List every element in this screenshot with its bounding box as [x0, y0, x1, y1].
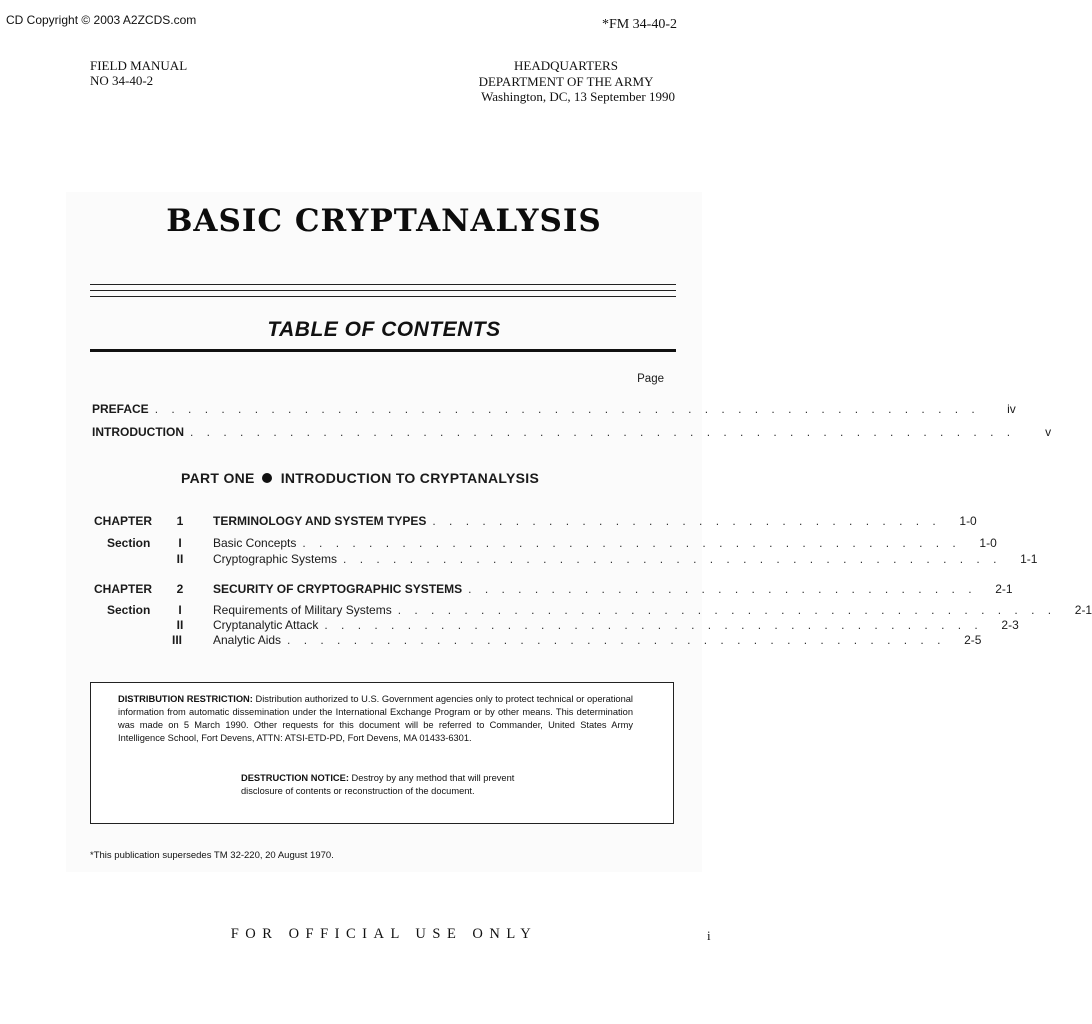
- toc-entry-section[interactable]: [213, 603, 1092, 617]
- toc-entry-page: 1-0: [979, 536, 997, 550]
- chapter-label: CHAPTER: [94, 582, 153, 596]
- section-number: II: [176, 618, 184, 632]
- leader-dots: . . . . . . . . . . . . . . . . . . . . . . . . . . . . . . . . . . . . . . . .: [397, 603, 1057, 617]
- headquarters-line: HEADQUARTERS: [514, 58, 618, 73]
- title-rule: [90, 284, 676, 285]
- field-manual-line: FIELD MANUAL: [90, 58, 188, 73]
- restriction-notice-box: [90, 682, 674, 824]
- section-title: Cryptographic Systems: [213, 552, 338, 566]
- location-date-line: Washington, DC, 13 September 1990: [481, 89, 675, 104]
- part-heading: [181, 470, 539, 486]
- handling-marking: FOR OFFICIAL USE ONLY: [230, 926, 538, 942]
- copyright-notice: CD Copyright © 2003 A2ZCDS.com: [6, 13, 197, 27]
- toc-entry-section[interactable]: [213, 536, 997, 550]
- leader-dots: . . . . . . . . . . . . . . . . . . . . . . . . . . . . . . . . . . . . . . . .: [302, 536, 961, 550]
- bullet-icon: [262, 473, 272, 483]
- destruction-text: Destroy by any method that will prevent disclosure of contents or reconstruction of the document.: [241, 773, 515, 796]
- leader-dots: . . . . . . . . . . . . . . . . . . . . . . . . . . . . . . .: [432, 514, 941, 528]
- field-manual-number: NO 34-40-2: [90, 73, 154, 88]
- manual-code: *FM 34-40-2: [601, 17, 677, 32]
- distribution-text: Distribution authorized to U.S. Government agencies only to protect technical or operational information from automatic dissemination under the International Exchange Program or by other means. This determination was made on 5 March 1990. Other requests for this document will be referred to Commander, United States Army Intelligence School, Fort Devens, ATTN: ATSI-ETD-PD, Fort Devens, MA 01433-6301.: [118, 694, 633, 743]
- field-manual-designation: [90, 58, 187, 88]
- destruction-label: DESTRUCTION NOTICE:: [241, 773, 349, 783]
- leader-dots: . . . . . . . . . . . . . . . . . . . . . . . . . . . . . . . . . . . . . . . . . . . . . . . . . .: [154, 402, 980, 416]
- section-label: Section: [107, 603, 151, 617]
- section-title: Cryptanalytic Attack: [213, 618, 319, 632]
- section-number: II: [176, 552, 184, 566]
- toc-entry-label: PREFACE: [92, 402, 149, 416]
- part-label: PART ONE: [181, 470, 255, 486]
- part-title: INTRODUCTION TO CRYPTANALYSIS: [280, 470, 540, 486]
- toc-entry-section[interactable]: [213, 633, 982, 647]
- distribution-label: DISTRIBUTION RESTRICTION:: [118, 694, 253, 704]
- leader-dots: . . . . . . . . . . . . . . . . . . . . . . . . . . . . . . . . . . . . . . . . . . . . . . . . . .: [190, 425, 1016, 439]
- leader-dots: . . . . . . . . . . . . . . . . . . . . . . . . . . . . . . . . . . . . . . . .: [324, 618, 983, 632]
- toc-entry-preface[interactable]: [92, 402, 1016, 416]
- toc-entry-chapter-2[interactable]: [213, 582, 1013, 596]
- toc-entry-page: 2-3: [1001, 618, 1019, 632]
- chapter-label: CHAPTER: [94, 514, 153, 528]
- toc-entry-section[interactable]: [213, 552, 1038, 566]
- toc-rule: [90, 349, 676, 352]
- toc-entry-page: iv: [1007, 402, 1016, 416]
- headquarters-block: [445, 58, 675, 105]
- toc-entry-page: 2-5: [964, 633, 982, 647]
- toc-entry-page: 2-1: [995, 582, 1013, 596]
- toc-heading: TABLE OF CONTENTS: [267, 318, 501, 341]
- section-label: Section: [107, 536, 151, 550]
- chapter-title: SECURITY OF CRYPTOGRAPHIC SYSTEMS: [213, 582, 463, 596]
- leader-dots: . . . . . . . . . . . . . . . . . . . . . . . . . . . . . . . . . . . . . . . .: [287, 633, 946, 647]
- chapter-number: 1: [176, 514, 184, 528]
- leader-dots: . . . . . . . . . . . . . . . . . . . . . . . . . . . . . . .: [468, 582, 977, 596]
- toc-entry-section[interactable]: [213, 618, 1019, 632]
- section-title: Requirements of Military Systems: [213, 603, 392, 617]
- toc-entry-page: 1-0: [959, 514, 977, 528]
- chapter-number: 2: [176, 582, 184, 596]
- section-title: Analytic Aids: [213, 633, 282, 647]
- supersedes-note: *This publication supersedes TM 32-220, 20 August 1970.: [90, 850, 334, 861]
- leader-dots: . . . . . . . . . . . . . . . . . . . . . . . . . . . . . . . . . . . . . . . .: [343, 552, 1002, 566]
- page-number: i: [707, 928, 711, 943]
- section-number: I: [178, 603, 182, 617]
- section-number: III: [171, 633, 182, 647]
- page-column-label: Page: [637, 373, 664, 385]
- toc-entry-chapter-1[interactable]: [213, 514, 977, 528]
- section-title: Basic Concepts: [213, 536, 297, 550]
- title-rule: [90, 290, 676, 291]
- section-number: I: [178, 536, 182, 550]
- distribution-restriction: [118, 693, 633, 745]
- toc-entry-page: v: [1045, 425, 1052, 439]
- chapter-title: TERMINOLOGY AND SYSTEM TYPES: [213, 514, 427, 528]
- toc-entry-page: 2-1: [1074, 603, 1092, 617]
- title-rule: [90, 296, 676, 297]
- toc-entry-page: 1-1: [1020, 552, 1038, 566]
- destruction-notice: [241, 772, 516, 798]
- toc-entry-introduction[interactable]: [92, 425, 1052, 439]
- toc-entry-label: INTRODUCTION: [92, 425, 184, 439]
- department-line: DEPARTMENT OF THE ARMY: [478, 73, 654, 89]
- document-title: BASIC CRYPTANALYSIS: [166, 203, 602, 239]
